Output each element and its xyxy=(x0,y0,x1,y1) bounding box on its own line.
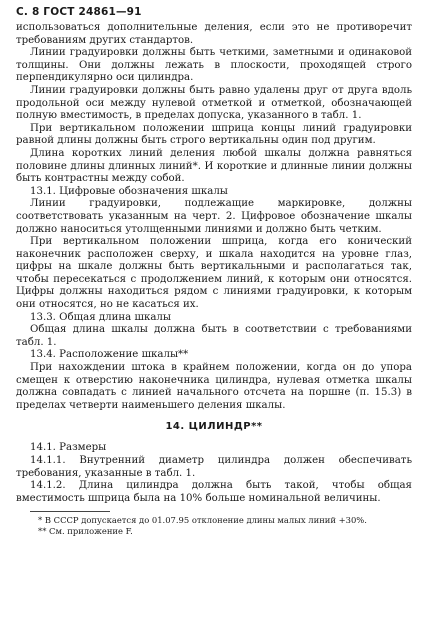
paragraph: Линии градуировки должны быть равно удалены друг от друга вдоль продольной оси между нулевой отметкой и отметкой, обозначающей полную вместимость, в пределах допуска, указанного в табл. 1. xyxy=(16,84,412,122)
paragraph: Длина коротких линий деления любой шкалы должна равняться половине длины длинных линий*. И короткие и длинные линии должны быть контрастны между собой. xyxy=(16,147,412,185)
subsection-heading: 13.3. Общая длина шкалы xyxy=(30,311,171,323)
paragraph: Общая длина шкалы должна быть в соответствии с требованиями табл. 1. xyxy=(16,324,412,348)
section-title: 14. ЦИЛИНДР** xyxy=(165,421,263,433)
footnote-divider xyxy=(30,511,110,512)
paragraph: использоваться дополнительные деления, если это не противоречит требованиям других стандартов. xyxy=(16,22,412,46)
paragraph: 14.1.2. Длина цилиндра должна быть такой, чтобы общая вместимость шприца была на 10% больше номинальной величины. xyxy=(16,480,412,504)
paragraph: При вертикальном положении шприца концы линий градуировки равной длины должны быть строго вертикальны один под другим. xyxy=(16,122,412,147)
subsection-heading: 13.1. Цифровые обозначения шкалы xyxy=(30,185,228,197)
subsection-heading: 14.1. Размеры xyxy=(30,442,107,454)
body-text xyxy=(16,22,412,537)
footnote: ** См. приложение F. xyxy=(38,525,133,536)
paragraph: Линии градуировки должны быть четкими, заметными и одинаковой толщины. Они должны лежать в плоскости, проходящей строго перпендикулярно оси цилиндра. xyxy=(16,47,412,84)
page-header: С. 8 ГОСТ 24861—91 xyxy=(16,6,142,18)
paragraph: Линии градуировки, подлежащие маркировке, должны соответствовать указанным на черт. 2. Цифровое обозначение шкалы должно наноситься утолщенными линиями и должно быть четким. xyxy=(16,198,412,235)
footnote: * В СССР допускается до 01.07.95 отклонение длины малых линий +30%. xyxy=(38,515,367,526)
paragraph: 14.1.1. Внутренний диаметр цилиндра должен обеспечивать требования, указанные в табл. 1. xyxy=(16,455,412,479)
subsection-heading: 13.4. Расположение шкалы** xyxy=(30,349,189,361)
paragraph: При вертикальном положении шприца, когда его конический наконечник расположен сверху, и шкала находится на уровне глаз, цифры на шкале должны быть вертикальными и располагаться так, чтобы пересекаться с продолжением линий, к которым они относятся. Цифры должны находиться рядом с линиями градуировки, к которым они относятся, но не касаться их. xyxy=(16,236,412,311)
paragraph: При нахождении штока в крайнем положении, когда он до упора смещен к отверстию наконечника цилиндра, нулевая отметка шкалы должна совпадать с линией начального отсчета на поршне (п. 15.3) в пределах четверти наименьшего деления шкалы. xyxy=(16,362,412,411)
